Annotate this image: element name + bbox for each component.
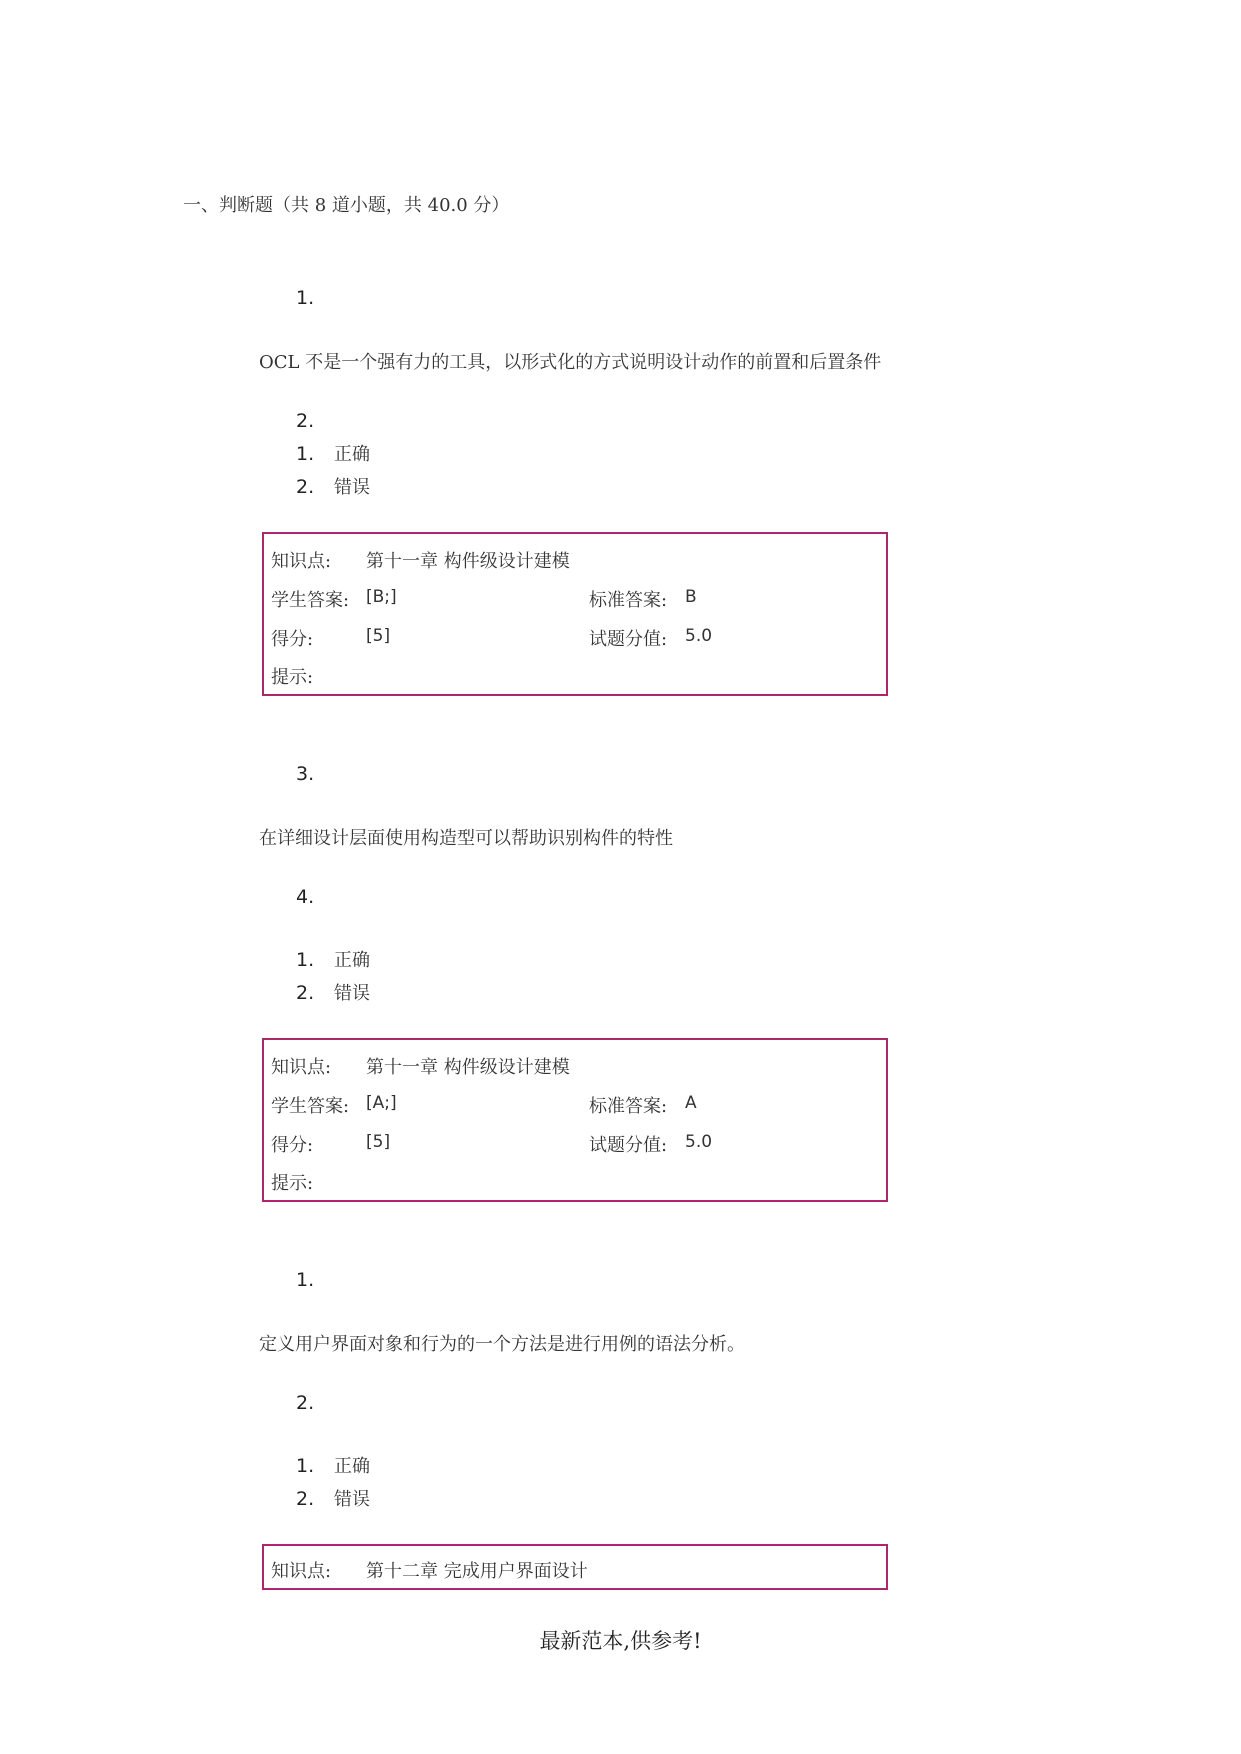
option-true[interactable] bbox=[296, 1452, 370, 1478]
points-label: 试题分值: bbox=[589, 1135, 668, 1156]
answer-info-box bbox=[262, 532, 888, 696]
option-index: 2. bbox=[296, 1488, 315, 1510]
standard-answer-label: 标准答案: bbox=[589, 590, 668, 611]
page-footer: 最新范本,供参考! bbox=[539, 1629, 702, 1653]
question-text: 定义用户界面对象和行为的一个方法是进行用例的语法分析。 bbox=[259, 1334, 745, 1355]
option-false[interactable] bbox=[296, 979, 370, 1005]
question-text: OCL 不是一个强有力的工具，以形式化的方式说明设计动作的前置和后置条件 bbox=[259, 352, 882, 373]
options-number: 2. bbox=[296, 410, 315, 432]
hint-label: 提示: bbox=[271, 1173, 314, 1194]
points-label: 试题分值: bbox=[589, 629, 668, 650]
knowledge-label: 知识点: bbox=[271, 1057, 332, 1078]
knowledge-label: 知识点: bbox=[271, 551, 332, 572]
option-index: 1. bbox=[296, 443, 315, 465]
hint-label: 提示: bbox=[271, 667, 314, 688]
points-value: 5.0 bbox=[685, 626, 713, 646]
option-label: 错误 bbox=[334, 983, 370, 1004]
option-index: 2. bbox=[296, 476, 315, 498]
option-label: 正确 bbox=[334, 950, 370, 971]
points-value: 5.0 bbox=[685, 1132, 713, 1152]
score-label: 得分: bbox=[271, 629, 314, 650]
question-number: 1. bbox=[296, 1269, 315, 1291]
options-number: 2. bbox=[296, 1392, 315, 1414]
student-answer-value: [A;] bbox=[366, 1093, 397, 1113]
option-index: 2. bbox=[296, 982, 315, 1004]
option-label: 正确 bbox=[334, 1456, 370, 1477]
option-index: 1. bbox=[296, 949, 315, 971]
option-label: 正确 bbox=[334, 444, 370, 465]
question-number: 1. bbox=[296, 287, 315, 309]
knowledge-value: 第十一章 构件级设计建模 bbox=[366, 551, 570, 572]
standard-answer-label: 标准答案: bbox=[589, 1096, 668, 1117]
question-number: 3. bbox=[296, 763, 315, 785]
answer-info-box bbox=[262, 1544, 888, 1590]
section-title: 一、判断题（共 8 道小题，共 40.0 分） bbox=[183, 195, 510, 216]
student-answer-label: 学生答案: bbox=[271, 1096, 350, 1117]
option-label: 错误 bbox=[334, 477, 370, 498]
options-number: 4. bbox=[296, 886, 315, 908]
score-value: [5] bbox=[366, 626, 391, 646]
student-answer-value: [B;] bbox=[366, 587, 397, 607]
question-text: 在详细设计层面使用构造型可以帮助识别构件的特性 bbox=[259, 828, 673, 849]
score-value: [5] bbox=[366, 1132, 391, 1152]
option-true[interactable] bbox=[296, 440, 370, 466]
score-label: 得分: bbox=[271, 1135, 314, 1156]
knowledge-value: 第十二章 完成用户界面设计 bbox=[366, 1561, 588, 1582]
option-index: 1. bbox=[296, 1455, 315, 1477]
student-answer-label: 学生答案: bbox=[271, 590, 350, 611]
option-false[interactable] bbox=[296, 1485, 370, 1511]
option-label: 错误 bbox=[334, 1489, 370, 1510]
option-true[interactable] bbox=[296, 946, 370, 972]
answer-info-box bbox=[262, 1038, 888, 1202]
standard-answer-value: B bbox=[685, 587, 697, 607]
knowledge-value: 第十一章 构件级设计建模 bbox=[366, 1057, 570, 1078]
option-false[interactable] bbox=[296, 473, 370, 499]
standard-answer-value: A bbox=[685, 1093, 697, 1113]
knowledge-label: 知识点: bbox=[271, 1561, 332, 1582]
